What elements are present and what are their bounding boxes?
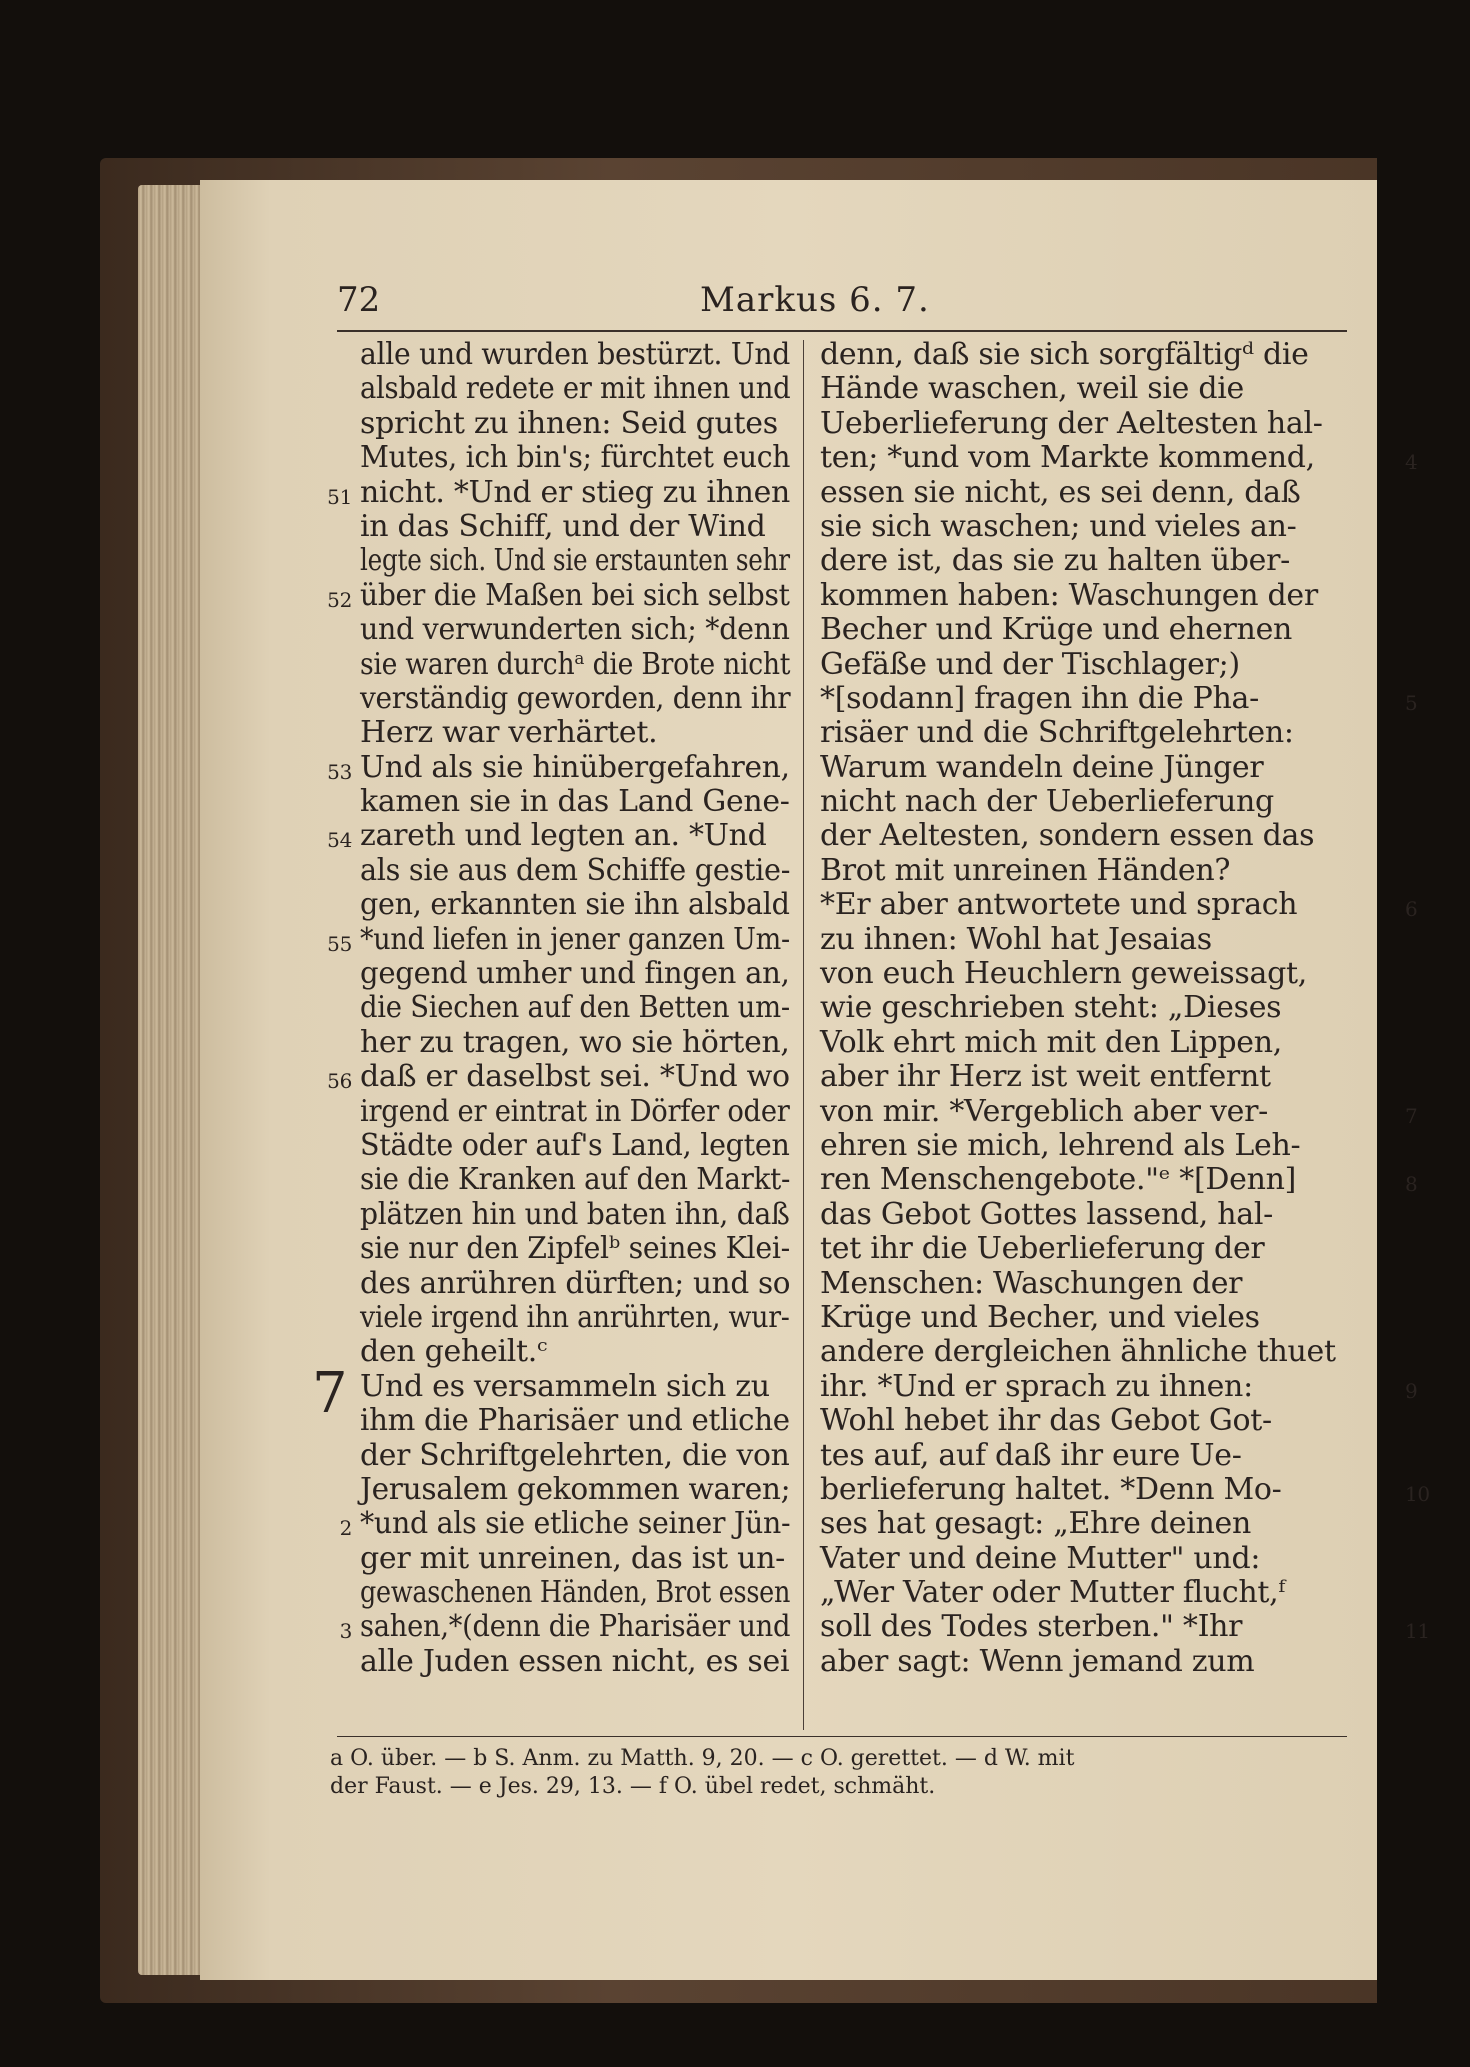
line-text: Herz war verhärtet. xyxy=(360,715,658,751)
text-line xyxy=(820,923,1470,957)
line-text: Mutes, ich bin's; fürchtet euch xyxy=(360,440,791,476)
footnote-line: a O. über. — b S. Anm. zu Matth. 9, 20. — c O. gerettet. — d W. mit xyxy=(330,1746,1075,1771)
text-line xyxy=(820,785,1470,819)
text-line xyxy=(820,1060,1470,1094)
line-text: und verwunderten sich; *denn xyxy=(360,612,790,648)
verse-number: 53 xyxy=(327,759,352,784)
text-line xyxy=(820,579,1470,613)
line-text: ger mit unreinen, das ist un- xyxy=(360,1540,785,1576)
line-text: nicht nach der Ueberlieferung xyxy=(820,784,1274,820)
text-line xyxy=(820,510,1470,544)
verse-number: 56 xyxy=(327,1069,352,1094)
line-text: des anrühren dürften; und so xyxy=(360,1265,791,1301)
line-text: ihm die Pharisäer und etliche xyxy=(360,1403,790,1439)
text-line xyxy=(820,1576,1470,1610)
line-text: Krüge und Becher, und vieles xyxy=(820,1299,1260,1335)
verse-number: 55 xyxy=(327,931,352,956)
text-line xyxy=(820,1232,1470,1266)
text-line xyxy=(820,1507,1470,1541)
verse-number: 11 xyxy=(1405,1619,1430,1644)
line-text: ten; *und vom Markte kommend, xyxy=(820,440,1315,476)
line-text: legte sich. Und sie erstaunten sehr xyxy=(360,543,790,579)
line-text: kommen haben: Waschungen der xyxy=(820,577,1318,613)
footnote-line: der Faust. — e Jes. 29, 13. — f O. übel redet, schmäht. xyxy=(330,1774,936,1799)
line-text: *und liefen in jener ganzen Um- xyxy=(360,921,790,957)
line-text: das Gebot Gottes lassend, hal- xyxy=(820,1196,1273,1232)
line-text: *[sodann] fragen ihn die Pha- xyxy=(820,680,1259,716)
line-text: tet ihr die Ueberlieferung der xyxy=(820,1231,1265,1267)
line-text: gegend umher und fingen an, xyxy=(360,956,790,992)
text-line xyxy=(820,441,1470,475)
line-text: die Siechen auf den Betten um- xyxy=(360,990,790,1026)
right-column xyxy=(820,338,1470,1679)
text-line xyxy=(820,1542,1470,1576)
text-line xyxy=(820,682,1470,716)
text-line xyxy=(820,957,1470,991)
header-rule xyxy=(337,330,1347,332)
text-line xyxy=(820,854,1470,888)
line-text: sahen,*(denn die Pharisäer und xyxy=(360,1609,791,1645)
line-text: aber ihr Herz ist weit entfernt xyxy=(820,1059,1271,1095)
text-line xyxy=(820,751,1470,785)
line-text: spricht zu ihnen: Seid gutes xyxy=(360,405,778,441)
line-text: von euch Heuchlern geweissagt, xyxy=(820,956,1307,992)
line-text: sie waren durchᵃ die Brote nicht xyxy=(360,646,791,682)
line-text: Jerusalem gekommen waren; xyxy=(360,1471,791,1507)
line-text: Brot mit unreinen Händen? xyxy=(820,852,1231,888)
line-text: ses hat gesagt: „Ehre deinen xyxy=(820,1506,1251,1542)
line-text: Vater und deine Mutter" und: xyxy=(820,1540,1261,1576)
line-text: her zu tragen, wo sie hörten, xyxy=(360,1024,790,1060)
verse-number: 9 xyxy=(1405,1378,1418,1403)
line-text: verständig geworden, denn ihr xyxy=(360,680,791,716)
line-text: Warum wandeln deine Jünger xyxy=(820,749,1264,785)
line-text: Wohl hebet ihr das Gebot Got- xyxy=(820,1403,1272,1439)
text-line xyxy=(820,1301,1470,1335)
line-text: viele irgend ihn anrührten, wur- xyxy=(360,1299,790,1335)
text-line xyxy=(820,1404,1470,1438)
line-text: „Wer Vater oder Mutter flucht,ᶠ xyxy=(820,1575,1285,1611)
line-text: soll des Todes sterben." *Ihr xyxy=(820,1609,1243,1645)
line-text: nicht. *Und er stieg zu ihnen xyxy=(360,474,790,510)
text-line xyxy=(820,1610,1470,1644)
line-text: Menschen: Waschungen der xyxy=(820,1265,1243,1301)
line-text: Becher und Krüge und ehernen xyxy=(820,612,1293,648)
line-text: Ueberlieferung der Aeltesten hal- xyxy=(820,405,1323,441)
text-line xyxy=(820,338,1470,372)
line-text: Gefäße und der Tischlager;) xyxy=(820,646,1240,682)
line-text: risäer und die Schriftgelehrten: xyxy=(820,715,1294,751)
verse-number: 5 xyxy=(1405,690,1418,715)
text-line xyxy=(820,648,1470,682)
line-text: Städte oder auf's Land, legten xyxy=(360,1127,790,1163)
text-line xyxy=(820,1370,1470,1404)
verse-number: 3 xyxy=(339,1619,352,1644)
verse-number: 54 xyxy=(327,828,352,853)
verse-number: 10 xyxy=(1405,1481,1430,1506)
line-text: zareth und legten an. *Und xyxy=(360,818,767,854)
line-text: sie die Kranken auf den Markt- xyxy=(360,1162,791,1198)
text-line xyxy=(820,372,1470,406)
text-line xyxy=(820,1335,1470,1369)
text-line xyxy=(820,1198,1470,1232)
verse-number: 4 xyxy=(1405,450,1418,475)
line-text: der Aeltesten, sondern essen das xyxy=(820,818,1315,854)
line-text: andere dergleichen ähnliche thuet xyxy=(820,1334,1336,1370)
running-head: Markus 6. 7. xyxy=(700,280,930,320)
footnote-rule xyxy=(337,1736,1347,1737)
text-line xyxy=(820,1026,1470,1060)
line-text: über die Maßen bei sich selbst xyxy=(360,577,790,613)
text-line xyxy=(820,1439,1470,1473)
line-text: ehren sie mich, lehrend als Leh- xyxy=(820,1127,1301,1163)
verse-number: 52 xyxy=(327,587,352,612)
verse-number: 7 xyxy=(1405,1103,1418,1128)
verse-number: 51 xyxy=(327,484,352,509)
line-text: Hände waschen, weil sie die xyxy=(820,371,1244,407)
line-text: denn, daß sie sich sorgfältigᵈ die xyxy=(820,337,1309,372)
text-line xyxy=(820,888,1470,922)
text-line xyxy=(820,819,1470,853)
line-text: aber sagt: Wenn jemand zum xyxy=(820,1643,1255,1679)
line-text: daß er daselbst sei. *Und wo xyxy=(360,1059,790,1095)
text-line xyxy=(820,1645,1470,1679)
page-edges xyxy=(138,185,208,1975)
text-line xyxy=(820,1129,1470,1163)
line-text: Und es versammeln sich zu xyxy=(360,1368,770,1404)
line-text: Volk ehrt mich mit den Lippen, xyxy=(820,1024,1282,1060)
verse-number: 2 xyxy=(339,1516,352,1541)
text-line xyxy=(820,476,1470,510)
text-line xyxy=(820,1163,1470,1197)
text-line xyxy=(820,544,1470,578)
verse-number: 8 xyxy=(1405,1172,1418,1197)
line-text: als sie aus dem Schiffe gestie- xyxy=(360,852,791,888)
line-text: alsbald redete er mit ihnen und xyxy=(360,371,791,407)
line-text: essen sie nicht, es sei denn, daß xyxy=(820,474,1301,510)
line-text: der Schriftgelehrten, die von xyxy=(360,1437,790,1473)
text-line xyxy=(820,1267,1470,1301)
line-text: kamen sie in das Land Gene- xyxy=(360,784,790,820)
text-line xyxy=(820,716,1470,750)
book-page xyxy=(200,180,1430,1980)
line-text: sie nur den Zipfelᵇ seines Klei- xyxy=(360,1231,790,1267)
column-divider xyxy=(803,340,804,1730)
line-text: gewaschenen Händen, Brot essen xyxy=(360,1575,791,1611)
chapter-number: 7 xyxy=(312,1360,348,1426)
line-text: zu ihnen: Wohl hat Jesaias xyxy=(820,921,1212,957)
line-text: ihr. *Und er sprach zu ihnen: xyxy=(820,1368,1253,1404)
line-text: alle Juden essen nicht, es sei xyxy=(360,1643,790,1679)
line-text: berlieferung haltet. *Denn Mo- xyxy=(820,1471,1282,1507)
line-text: tes auf, auf daß ihr eure Ue- xyxy=(820,1437,1242,1473)
line-text: *und als sie etliche seiner Jün- xyxy=(360,1506,791,1542)
line-text: gen, erkannten sie ihn alsbald xyxy=(360,887,790,923)
line-text: den geheilt.ᶜ xyxy=(360,1334,548,1370)
line-text: Und als sie hinübergefahren, xyxy=(360,749,790,785)
text-line xyxy=(820,407,1470,441)
text-line xyxy=(820,613,1470,647)
line-text: plätzen hin und baten ihn, daß xyxy=(360,1196,790,1232)
footnotes xyxy=(330,1745,1340,1801)
text-line xyxy=(820,1473,1470,1507)
line-text: dere ist, das sie zu halten über- xyxy=(820,543,1290,579)
verse-number: 6 xyxy=(1405,897,1418,922)
page-number: 72 xyxy=(337,280,381,320)
line-text: irgend er eintrat in Dörfer oder xyxy=(360,1093,790,1129)
text-line xyxy=(820,1095,1470,1129)
line-text: wie geschrieben steht: „Dieses xyxy=(820,990,1282,1026)
line-text: von mir. *Vergeblich aber ver- xyxy=(820,1093,1268,1129)
line-text: *Er aber antwortete und sprach xyxy=(820,887,1298,923)
line-text: ren Menschengebote."ᵉ *[Denn] xyxy=(820,1162,1297,1198)
line-text: alle und wurden bestürzt. Und xyxy=(360,337,791,372)
text-line xyxy=(820,991,1470,1025)
line-text: sie sich waschen; und vieles an- xyxy=(820,508,1297,544)
line-text: in das Schiff, und der Wind xyxy=(360,508,766,544)
